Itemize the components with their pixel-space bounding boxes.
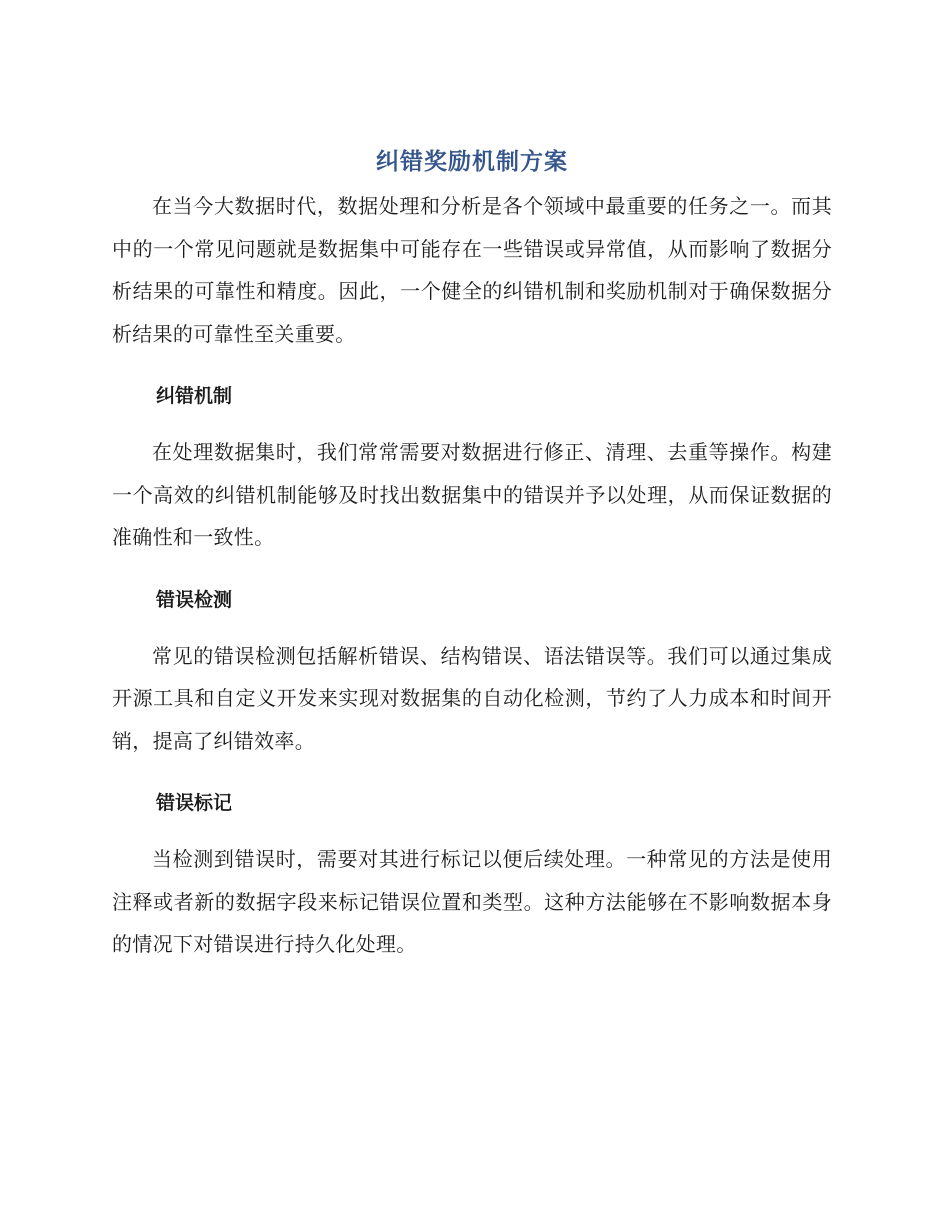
document-body (112, 145, 832, 966)
section-body-error-detection: 常见的错误检测包括解析错误、结构错误、语法错误等。我们可以通过集成开源工具和自定义开发来实现对数据集的自动化检测，节约了人力成本和时间开销，提高了纠错效率。 (112, 643, 832, 753)
section-body-error-correction: 在处理数据集时，我们常常需要对数据进行修正、清理、去重等操作。构建一个高效的纠错机制能够及时找出数据集中的错误并予以处理，从而保证数据的准确性和一致性。 (112, 440, 832, 549)
section-heading-error-detection: 错误检测 (156, 588, 233, 611)
document-title: 纠错奖励机制方案 (376, 149, 568, 175)
section-body-error-marking: 当检测到错误时，需要对其进行标记以便后续处理。一种常见的方法是使用注释或者新的数据字段来标记错误位置和类型。这种方法能够在不影响数据本身的情况下对错误进行持久化处理。 (112, 847, 832, 956)
section-heading-error-correction: 纠错机制 (156, 385, 233, 407)
section-heading-error-marking: 错误标记 (156, 792, 233, 814)
intro-paragraph: 在当今大数据时代，数据处理和分析是各个领域中最重要的任务之一。而其中的一个常见问题就是数据集中可能存在一些错误或异常值，从而影响了数据分析结果的可靠性和精度。因此，一个健全的纠错机制和奖励机制对于确保数据分析结果的可靠性至关重要。 (112, 194, 832, 346)
